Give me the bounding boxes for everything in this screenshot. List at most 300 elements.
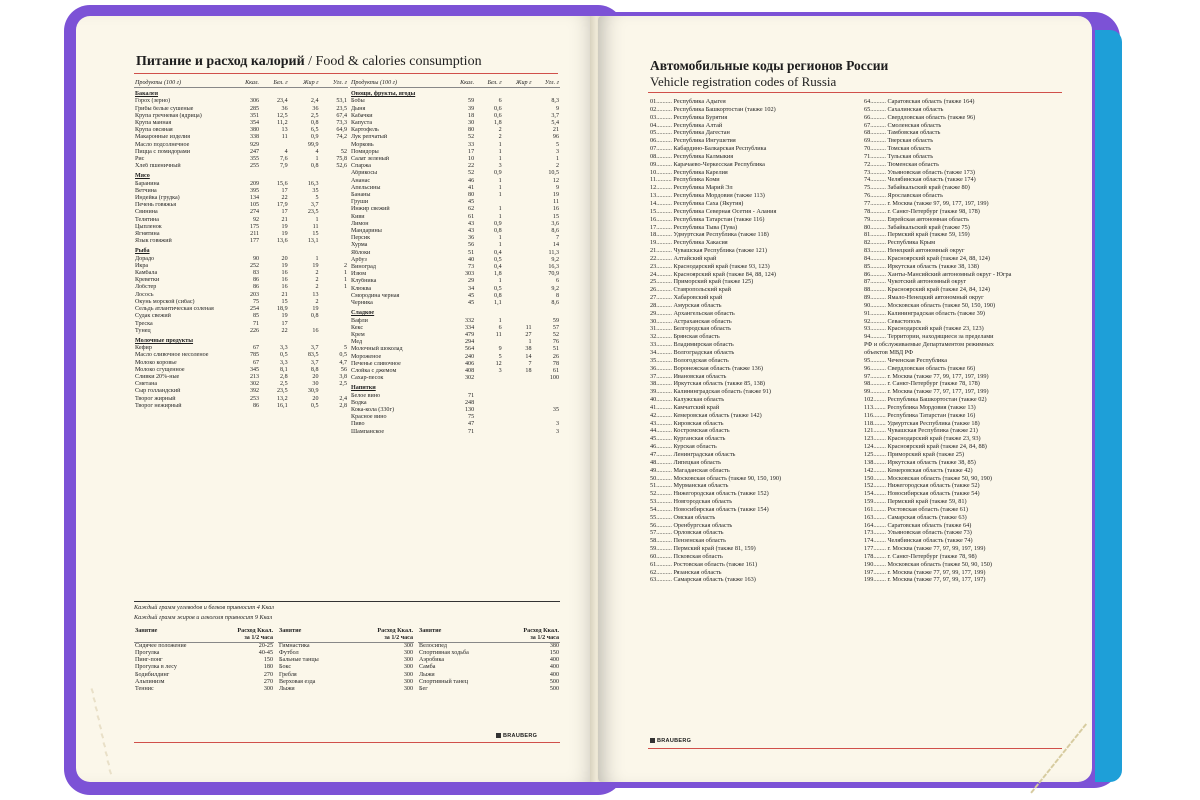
food-value xyxy=(475,421,503,428)
region-code-entry: 17.......... Республика Тыва (Тува) xyxy=(650,223,738,231)
exercise-activity: Лыжи xyxy=(279,685,295,692)
food-value xyxy=(503,142,533,149)
food-value: 345 xyxy=(249,366,260,373)
exercise-activity: Спортивная ходьба xyxy=(419,650,469,657)
food-value: 253 xyxy=(249,395,260,402)
exercise-table-2 xyxy=(278,628,414,693)
food-value: 4 xyxy=(284,148,288,155)
food-value: 8,6 xyxy=(551,300,559,307)
food-value: 76 xyxy=(552,339,559,346)
food-name: Шампанское xyxy=(351,428,385,435)
food-value: 351 xyxy=(249,112,260,119)
exercise-calories: 300 xyxy=(403,685,413,692)
exercise-activity: Самба xyxy=(419,664,436,671)
food-name: Изюм xyxy=(351,271,367,278)
table-row xyxy=(350,235,560,242)
exercise-calories: 400 xyxy=(549,671,559,678)
food-value: 45 xyxy=(468,292,475,299)
exercise-activity: Лыжи xyxy=(419,671,435,678)
region-code-entry: 25.......... Приморский край (также 125) xyxy=(650,278,754,286)
table-row xyxy=(350,257,560,264)
food-value: 51 xyxy=(552,346,559,353)
table-row xyxy=(350,286,560,293)
food-value: 13,6 xyxy=(276,238,288,245)
food-value xyxy=(503,185,533,192)
food-value: 1 xyxy=(343,277,347,284)
food-value: 255 xyxy=(249,163,260,170)
food-value: 21 xyxy=(281,291,288,298)
food-value: 30 xyxy=(468,120,475,127)
region-code-entry: 34.......... Волгоградская область xyxy=(650,349,735,356)
table-row xyxy=(134,134,348,141)
food-name: Мандарины xyxy=(351,228,382,235)
food-value: 2 xyxy=(498,127,502,134)
region-code-entry: 80.......... Забайкальский край (также 75) xyxy=(864,223,970,231)
food-value: 5,4 xyxy=(551,120,559,127)
food-value xyxy=(503,242,533,249)
region-code-entry: 10.......... Республика Карелия xyxy=(650,168,728,176)
food-value: 51 xyxy=(468,249,475,256)
table-row xyxy=(350,206,560,213)
region-code-entry: 98.......... г. Санкт-Петербург (также 78, 178) xyxy=(864,380,980,388)
region-code-entry: 123........ Краснодарский край (также 23, 93) xyxy=(864,435,981,443)
region-code-entry: 82.......... Республика Крым xyxy=(864,239,936,247)
food-name: Макаронные изделия xyxy=(135,134,191,141)
food-value: 175 xyxy=(249,223,260,230)
food-value: 1 xyxy=(498,242,502,249)
food-name: Цыпленок xyxy=(135,223,162,230)
food-name: Инжир свежий xyxy=(351,206,390,213)
food-value: 1,8 xyxy=(494,120,502,127)
exercise-table-3 xyxy=(418,628,560,693)
column-header: Угл. г xyxy=(533,80,561,88)
region-code-entry: 11.......... Республика Коми xyxy=(650,176,720,184)
food-value: 19 xyxy=(312,262,319,269)
region-code-entry: 59.......... Пермский край (также 81, 159) xyxy=(650,545,756,553)
food-value: 23,4 xyxy=(276,98,288,105)
food-value: 209 xyxy=(249,180,260,187)
food-name: Масло подсолнечное xyxy=(135,141,190,148)
food-value: 252 xyxy=(249,262,260,269)
food-name: Кекс xyxy=(351,324,364,331)
region-code-entry: 64.......... Саратовская область (также 164) xyxy=(864,98,975,105)
region-code-entry: 44.......... Костромская область xyxy=(650,427,730,435)
food-value: 61 xyxy=(468,213,475,220)
food-value: 39 xyxy=(468,105,475,112)
table-row xyxy=(418,664,560,671)
food-value: 2 xyxy=(315,298,319,305)
column-header: Бел. г xyxy=(260,80,289,88)
food-value: 3 xyxy=(555,428,559,435)
exercise-header xyxy=(278,628,414,643)
food-value: 23,5 xyxy=(336,105,347,112)
region-code-entry: 81.......... Пермский край (также 59, 159) xyxy=(864,231,970,239)
food-value xyxy=(475,393,503,400)
region-code-entry: 163........ Самарская область (также 63) xyxy=(864,513,967,521)
brand-logo-left: BRAUBERG xyxy=(496,733,537,739)
table-row xyxy=(134,120,348,127)
exercise-calories: 300 xyxy=(403,678,413,685)
food-value: 211 xyxy=(250,231,260,238)
food-value: 0,8 xyxy=(494,292,502,299)
table-row xyxy=(350,170,560,177)
food-value xyxy=(320,238,348,245)
food-value xyxy=(503,293,533,300)
exercise-activity: Пинг-понг xyxy=(135,657,163,664)
food-value: 17,9 xyxy=(276,202,288,209)
table-row xyxy=(278,679,414,686)
table-row xyxy=(418,657,560,664)
table-row xyxy=(134,321,348,328)
food-name: Салат зеленый xyxy=(351,156,390,163)
blue-page-edge xyxy=(1093,30,1122,782)
food-value xyxy=(503,98,533,105)
food-value: 9,2 xyxy=(551,285,559,292)
food-value: 16 xyxy=(281,277,288,284)
food-value: 71 xyxy=(468,428,475,435)
food-value: 75 xyxy=(253,298,260,305)
food-value: 2,8 xyxy=(339,402,347,409)
food-value: 1 xyxy=(498,235,502,242)
food-value xyxy=(503,235,533,242)
exercise-activity: Бальные танцы xyxy=(279,657,319,664)
food-value: 929 xyxy=(249,141,260,148)
food-name: Мороженое xyxy=(351,353,382,360)
food-value xyxy=(533,414,561,421)
region-code-entry: 53.......... Новгородская область xyxy=(650,498,733,506)
food-value: 17 xyxy=(468,148,475,155)
region-code-entry: 50.......... Московская область (также 90, 150, 190) xyxy=(650,474,782,482)
vehicle-codes-title-en: Vehicle registration codes of Russia xyxy=(650,74,837,89)
food-value xyxy=(475,400,503,407)
column-header: Угл. г xyxy=(320,80,348,88)
region-code-entry: 121........ Чувашская Республика (также 21) xyxy=(864,427,978,435)
food-value: 64,9 xyxy=(336,127,347,134)
table-row xyxy=(350,228,560,235)
section-title: Напитки xyxy=(351,385,376,392)
region-code-entry: 55.......... Омская область xyxy=(650,513,716,521)
food-value: 2,4 xyxy=(339,395,347,402)
food-name: Сахар-песок xyxy=(351,375,384,382)
exercise-calories: 300 xyxy=(403,664,413,671)
food-value xyxy=(503,163,533,170)
exercise-calories: 270 xyxy=(263,671,273,678)
table-row xyxy=(134,299,348,306)
region-code-entry: 60.......... Псковская область xyxy=(650,552,723,560)
food-value: 16,3 xyxy=(548,264,559,271)
region-code-entry: 23.......... Краснодарский край (также 93, 123) xyxy=(650,262,770,270)
table-row xyxy=(350,199,560,206)
region-code-entry: 86.......... Ханты-Мансийский автономный округ - Югра xyxy=(864,270,1012,278)
food-value: 0,4 xyxy=(494,249,502,256)
food-value: 2 xyxy=(315,270,319,277)
food-value: 1 xyxy=(498,148,502,155)
food-value: 16 xyxy=(552,206,559,213)
food-value: 3 xyxy=(498,163,502,170)
food-name: Печенье сливочное xyxy=(351,360,401,367)
region-code-entry: 138........ Иркутская область (также 38, 85) xyxy=(864,458,976,466)
food-value: 3,3 xyxy=(280,359,288,366)
food-value: 11,3 xyxy=(548,249,559,256)
bottom-redline xyxy=(134,742,560,743)
food-value: 1 xyxy=(498,278,502,285)
region-code-entry: 35.......... Вологодская область xyxy=(650,356,729,364)
food-name: Капуста xyxy=(351,120,373,127)
food-value xyxy=(320,388,348,395)
food-value: 16 xyxy=(281,270,288,277)
exercise-calories: 300 xyxy=(263,685,273,692)
food-value: 2,5 xyxy=(280,381,288,388)
region-code-entry: 16.......... Республика Татарстан (также 116) xyxy=(650,215,765,223)
exercise-activity: Спортивный танец xyxy=(419,678,468,685)
food-value: 380 xyxy=(249,127,260,134)
food-name: Хлеб пшеничный xyxy=(135,163,181,170)
food-value xyxy=(320,181,348,188)
region-code-entry: 51.......... Мурманская область xyxy=(650,482,729,490)
region-code-entry: 49.......... Магаданская область xyxy=(650,466,730,474)
food-name: Лосось xyxy=(135,291,154,298)
food-value: 29 xyxy=(468,278,475,285)
food-value: 130 xyxy=(464,406,475,413)
food-value: 30 xyxy=(312,381,319,388)
food-value: 14 xyxy=(552,242,559,249)
food-value: 22 xyxy=(468,163,475,170)
food-value xyxy=(320,142,348,149)
region-code-entry: 199........ г. Москва (также 77, 97, 99, 177, 197) xyxy=(864,576,986,584)
table-row xyxy=(350,346,560,353)
food-value xyxy=(503,300,533,307)
food-value: 134 xyxy=(249,195,260,202)
region-code-entry: 01.......... Республика Адыгея xyxy=(650,98,726,105)
food-value xyxy=(475,339,503,346)
food-value: 70,9 xyxy=(548,271,559,278)
exercise-activity: Альпинизм xyxy=(135,678,165,685)
table-row xyxy=(350,368,560,375)
food-value: 302 xyxy=(464,375,475,382)
column-header: Бел. г xyxy=(475,80,503,88)
food-value: 85 xyxy=(253,313,260,320)
note-protein: Каждый грамм углеводов и белков привносит 4 Ккал xyxy=(134,604,275,611)
food-value: 2,5 xyxy=(339,381,347,388)
food-name: Крупа гречневая (ядрица) xyxy=(135,112,202,119)
table-row xyxy=(134,686,274,693)
food-value: 213 xyxy=(249,373,260,380)
food-name: Свинина xyxy=(135,209,158,216)
food-value: 19 xyxy=(552,192,559,199)
table-row xyxy=(134,292,348,299)
food-section-heading xyxy=(134,88,348,99)
food-name: Киви xyxy=(351,213,365,220)
food-value: 1,8 xyxy=(494,271,502,278)
section-title: Сладкое xyxy=(351,310,375,317)
region-code-entry: 05.......... Республика Дагестан xyxy=(650,129,730,137)
food-name: Дорадо xyxy=(135,255,155,262)
food-name: Крупа манная xyxy=(135,120,172,127)
food-value: 16 xyxy=(312,327,319,334)
food-value: 0,5 xyxy=(280,352,288,359)
region-code-entry: 96.......... Свердловская область (также 66) xyxy=(864,364,976,372)
food-name: Кефир xyxy=(135,345,152,352)
region-code-entry: 197........ г. Москва (также 77, 97, 99, 177, 199) xyxy=(864,568,986,576)
food-value: 23,5 xyxy=(276,388,288,395)
region-code-entry: 79.......... Еврейская автономная область xyxy=(864,215,969,223)
region-code-entry: 15.......... Республика Северная Осетия - Алания xyxy=(650,207,777,215)
food-value: 9 xyxy=(555,184,559,191)
food-value: 41 xyxy=(468,184,475,191)
section-title: Мясо xyxy=(135,173,150,180)
food-name: Горох (зерно) xyxy=(135,98,171,105)
food-value: 303 xyxy=(464,271,475,278)
food-value: 19 xyxy=(281,223,288,230)
food-value: 1 xyxy=(498,177,502,184)
food-value: 0,4 xyxy=(494,264,502,271)
food-value: 1 xyxy=(498,192,502,199)
food-value: 1 xyxy=(498,156,502,163)
food-value: 395 xyxy=(249,187,260,194)
food-value: 52,6 xyxy=(336,163,347,170)
food-name: Индейка (грудка) xyxy=(135,195,180,202)
food-value: 8,8 xyxy=(310,366,319,373)
table-row xyxy=(134,381,348,388)
food-value: 0,8 xyxy=(494,228,502,235)
food-value: 12 xyxy=(495,360,502,367)
food-value: 0,8 xyxy=(310,163,319,170)
table-row xyxy=(350,332,560,339)
table-row xyxy=(350,278,560,285)
food-name: Сыр голландский xyxy=(135,388,181,395)
column-header: Жир г xyxy=(503,80,533,88)
region-codes-column-2 xyxy=(864,98,1070,584)
food-value xyxy=(503,264,533,271)
table-row xyxy=(134,345,348,352)
food-value: 15 xyxy=(281,298,288,305)
food-value xyxy=(320,328,348,335)
title-underline-right xyxy=(648,92,1062,93)
exercise-header xyxy=(134,628,274,643)
food-value: 20 xyxy=(312,395,319,402)
food-value: 0,8 xyxy=(310,313,319,320)
food-value xyxy=(503,199,533,206)
food-value xyxy=(503,250,533,257)
food-value: 86 xyxy=(253,402,260,409)
region-code-entry: 90.......... Московская область (также 50, 150, 190) xyxy=(864,301,996,309)
exercise-activity: Гребля xyxy=(279,671,297,678)
table-row xyxy=(134,127,348,134)
region-code-entry: 72.......... Тюменская область xyxy=(864,160,939,168)
food-value xyxy=(503,170,533,177)
food-value xyxy=(503,414,533,421)
food-value: 354 xyxy=(249,120,260,127)
food-table-1 xyxy=(134,80,348,410)
food-value xyxy=(503,375,533,382)
region-code-entry: 76.......... Ярославская область xyxy=(864,192,943,200)
table-row xyxy=(350,264,560,271)
food-value: 302 xyxy=(249,381,260,388)
food-value: 57 xyxy=(552,324,559,331)
food-value: 12,5 xyxy=(276,112,288,119)
exercise-activity-header: Занятие xyxy=(418,628,518,643)
food-name: Сливки 20%-ные xyxy=(135,373,180,380)
table-row xyxy=(350,339,560,346)
food-value xyxy=(503,106,533,113)
table-row xyxy=(350,178,560,185)
exercise-calories: 300 xyxy=(403,657,413,664)
food-value: 785 xyxy=(249,352,260,359)
region-code-entry: 178........ г. Санкт-Петербург (также 78, 98) xyxy=(864,552,977,560)
table-row xyxy=(134,163,348,170)
food-value: 45 xyxy=(468,199,475,206)
food-value: 15 xyxy=(552,213,559,220)
food-value: 13,1 xyxy=(307,238,319,245)
food-name: Бананы xyxy=(351,192,371,199)
food-value: 7,6 xyxy=(280,156,288,163)
exercise-calories: 300 xyxy=(403,650,413,657)
table-row xyxy=(134,217,348,224)
food-value: 62 xyxy=(468,206,475,213)
region-code-entry: 152........ Нижегородская область (также 52) xyxy=(864,482,980,490)
food-value xyxy=(503,221,533,228)
region-code-entry: 43.......... Кировская область xyxy=(650,419,724,427)
region-code-entry: 31.......... Белгородская область xyxy=(650,325,732,333)
food-value: 90 xyxy=(253,255,260,262)
exercise-calories: 300 xyxy=(403,671,413,678)
table-row xyxy=(134,284,348,291)
food-name: Ананас xyxy=(351,177,371,184)
table-row xyxy=(134,188,348,195)
table-row xyxy=(134,106,348,113)
food-value: 36 xyxy=(468,235,475,242)
food-value: 1 xyxy=(498,213,502,220)
food-value: 3,3 xyxy=(280,345,288,352)
food-value xyxy=(503,178,533,185)
food-name: Молоко сгущенное xyxy=(135,366,185,373)
food-value xyxy=(503,127,533,134)
region-code-entry: 118........ Удмуртская Республика (также 18) xyxy=(864,419,980,427)
food-value: 8,6 xyxy=(551,228,559,235)
table-row xyxy=(278,657,414,664)
food-calories-title xyxy=(136,54,482,70)
food-name: Печень говяжья xyxy=(135,202,177,209)
table-row xyxy=(278,672,414,679)
region-code-entry: 03.......... Республика Бурятия xyxy=(650,113,728,121)
table-row xyxy=(278,664,414,671)
food-name: Персик xyxy=(351,235,371,242)
food-name: Арбуз xyxy=(351,256,367,263)
exercise-calories: 400 xyxy=(549,657,559,664)
food-value: 0,9 xyxy=(494,170,502,177)
food-value xyxy=(503,286,533,293)
food-value: 7,9 xyxy=(280,163,288,170)
food-value: 226 xyxy=(249,327,260,334)
region-code-entry: 159........ Пермский край (также 59, 81) xyxy=(864,498,967,506)
food-value: 6 xyxy=(498,98,502,105)
section-title: Бакалея xyxy=(135,91,159,98)
region-code-entry: 36.......... Воронежская область (также 136) xyxy=(650,364,763,372)
table-row xyxy=(350,185,560,192)
food-name: Творог жирный xyxy=(135,395,176,402)
table-row xyxy=(418,686,560,693)
food-value: 36 xyxy=(281,105,288,112)
table-row xyxy=(350,106,560,113)
table-row xyxy=(134,643,274,651)
table-row xyxy=(278,650,414,657)
food-name: Груши xyxy=(351,199,369,206)
table-row xyxy=(350,142,560,149)
food-section-heading xyxy=(350,307,560,317)
food-value: 78 xyxy=(552,360,559,367)
food-value: 3 xyxy=(555,148,559,155)
food-value: 5 xyxy=(343,345,347,352)
